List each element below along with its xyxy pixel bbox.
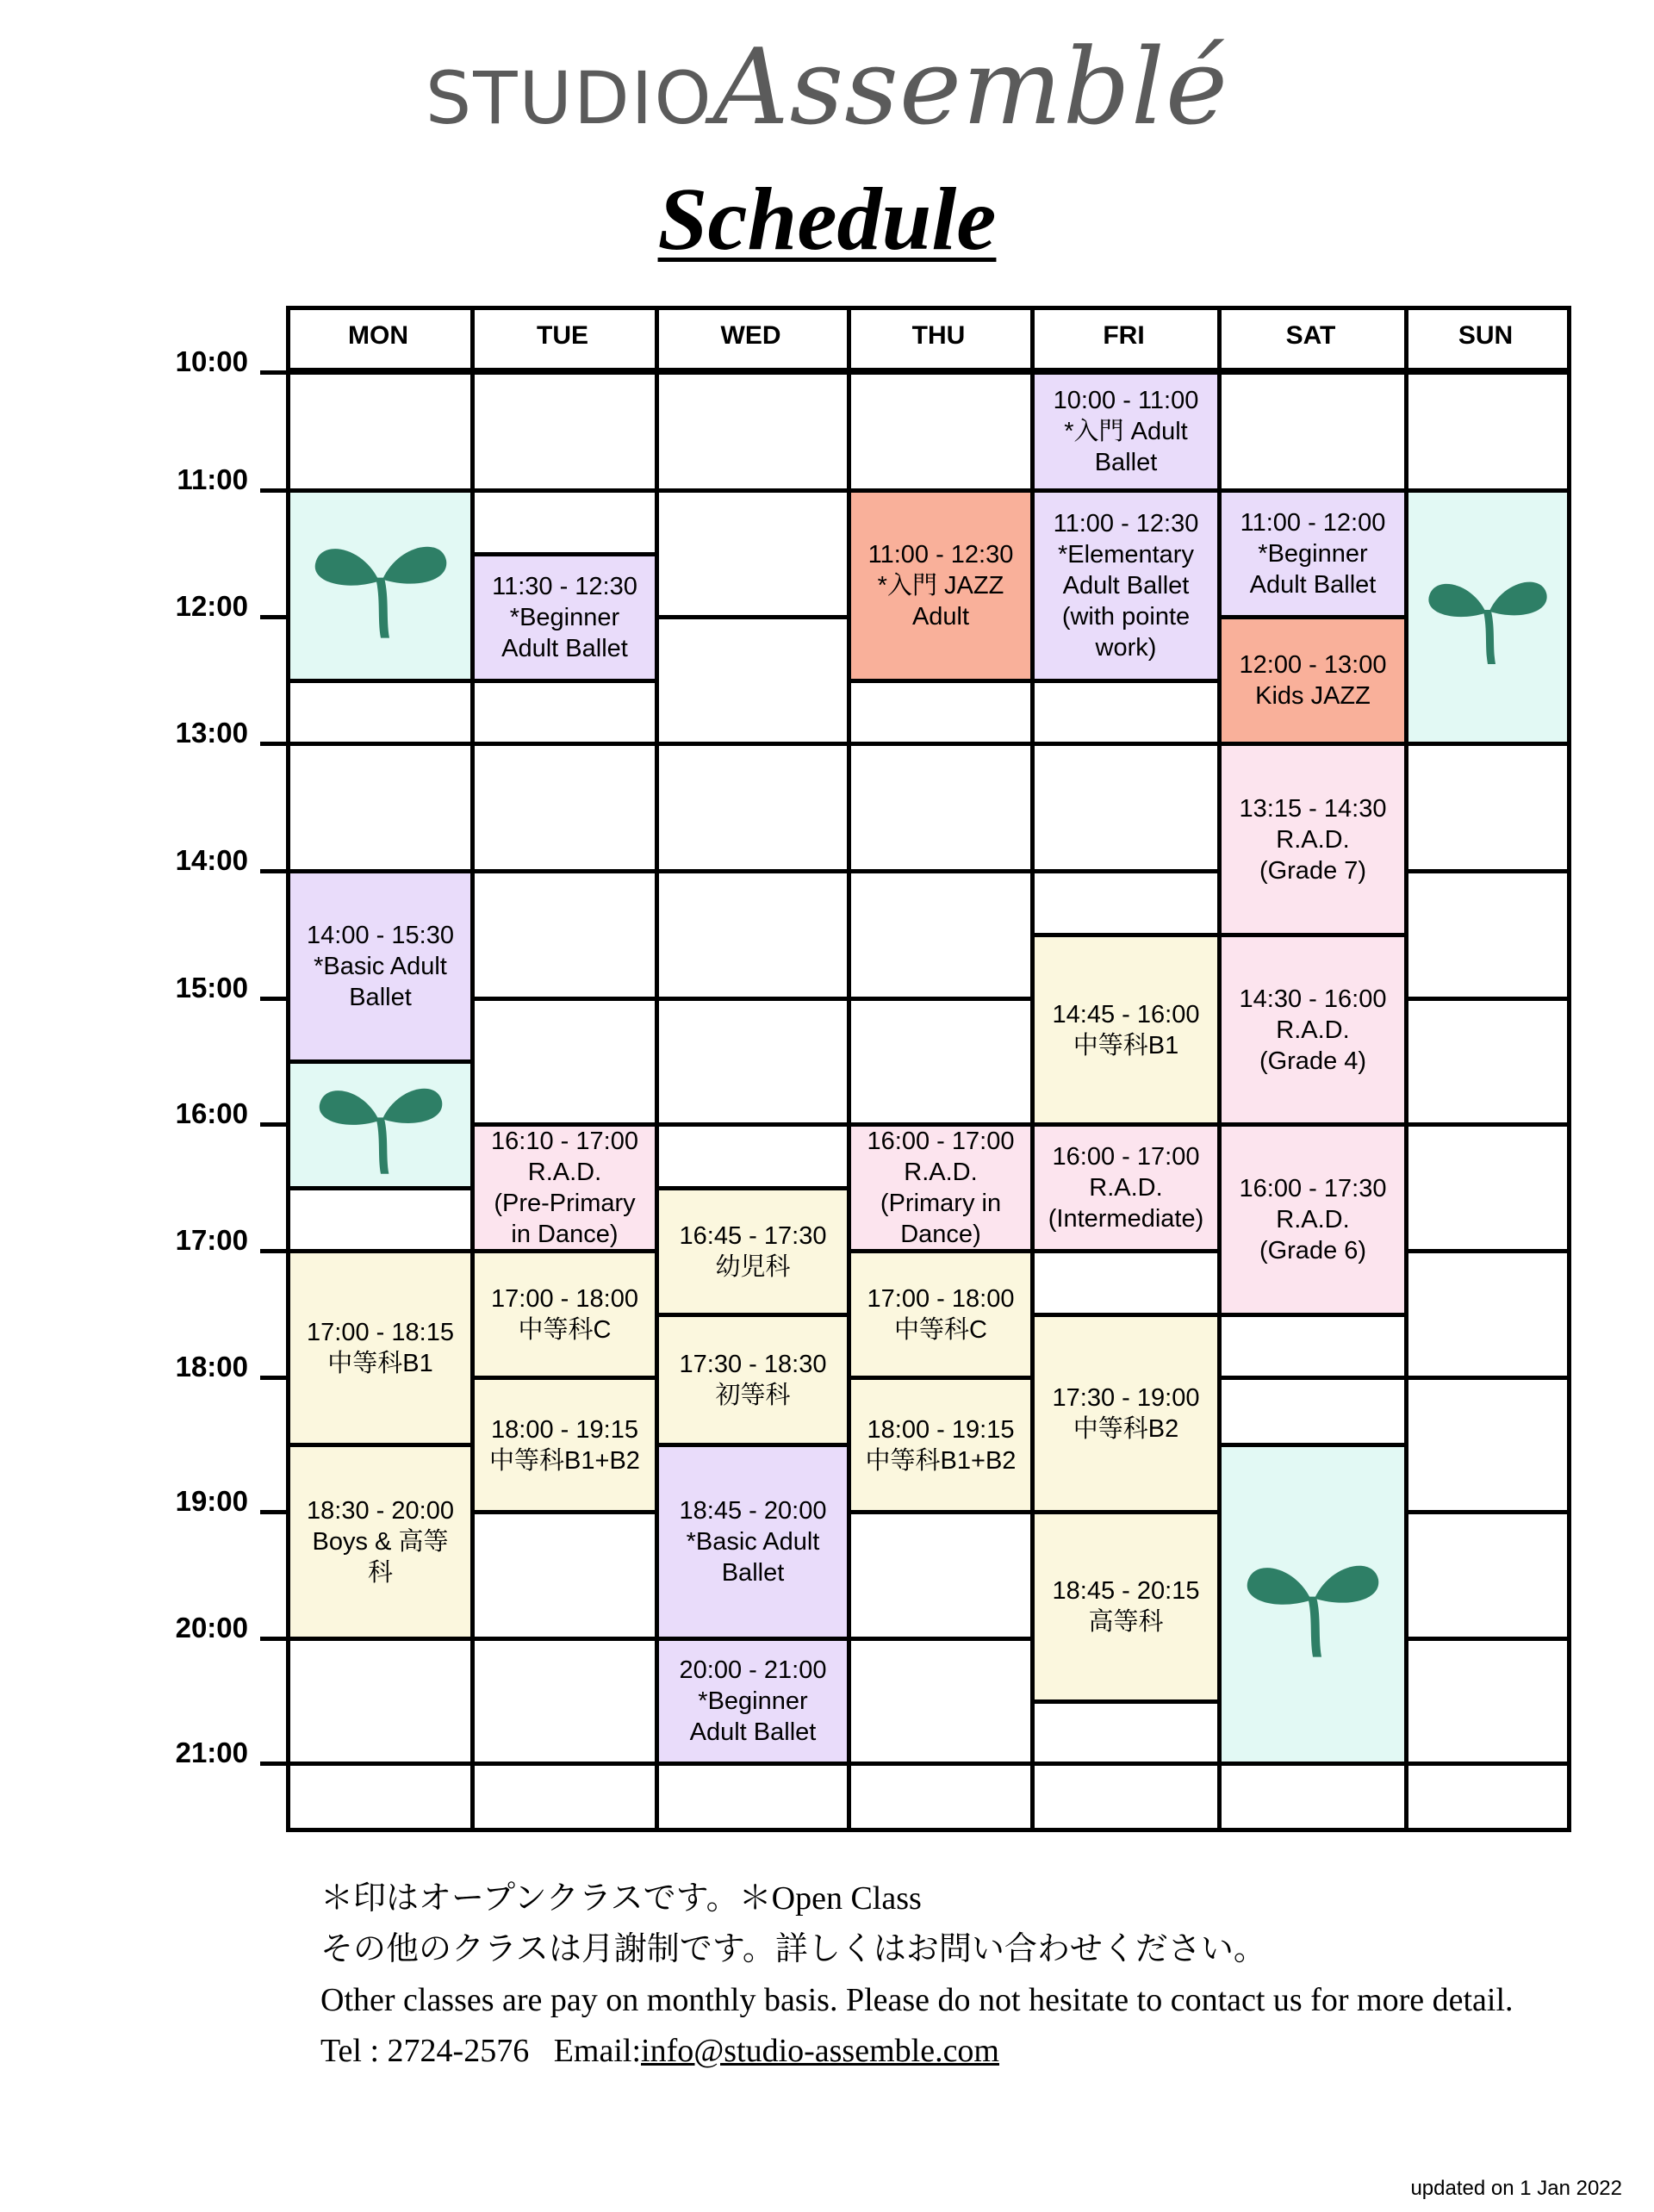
time-tick (260, 1249, 288, 1253)
class-block[interactable] (1035, 375, 1217, 488)
class-block[interactable] (1035, 1514, 1217, 1699)
grid-row-line (286, 1637, 475, 1641)
class-label: 16:00 - 17:00 R.A.D. (Intermediate) (1048, 1143, 1204, 1233)
grid-row-line (470, 869, 659, 873)
grid-row-line (1404, 1376, 1571, 1380)
free-slot (1222, 1447, 1404, 1762)
grid-row-line (655, 997, 851, 1001)
day-header-sat: SAT (1285, 321, 1336, 350)
class-label: 17:00 - 18:00 中等科C (867, 1285, 1015, 1344)
grid-row-line (1404, 488, 1571, 493)
grid-row-line (470, 1122, 659, 1127)
class-label: 17:00 - 18:15 中等科B1 (307, 1319, 454, 1377)
grid-row-line (1030, 1122, 1222, 1127)
grid-row-line (470, 1510, 659, 1514)
grid-row-line (1217, 742, 1408, 746)
time-tick (260, 1122, 288, 1127)
class-label: 13:15 - 14:30 R.A.D. (Grade 7) (1239, 794, 1387, 885)
sprout-icon (312, 529, 450, 642)
class-label: 18:45 - 20:15 高等科 (1052, 1577, 1200, 1637)
note-open-class: ＊印はオープンクラスです。＊Open Class (320, 1880, 922, 1917)
class-label: 17:00 - 18:00 中等科C (491, 1285, 638, 1344)
grid-row-line (286, 1762, 475, 1766)
class-label: 17:30 - 18:30 初等科 (679, 1350, 827, 1409)
grid-column-line (1567, 306, 1571, 1832)
grid-bottom-border (286, 1828, 1571, 1832)
time-tick (260, 742, 288, 746)
note-monthly-en: Other classes are pay on monthly basis. Please do not hesitate to contact us for more detail. (320, 1982, 1514, 2018)
grid-row-line (1404, 1637, 1571, 1641)
contact-email-link[interactable]: info@studio-assemble.com (641, 2033, 999, 2069)
class-block[interactable] (851, 1127, 1030, 1249)
grid-column-line (286, 306, 290, 1832)
class-block[interactable] (851, 1380, 1030, 1510)
time-label: 13:00 (175, 717, 248, 749)
class-label: 14:45 - 16:00 中等科B1 (1052, 1000, 1200, 1059)
grid-row-line (1217, 1443, 1408, 1447)
class-label: 20:00 - 21:00 *Beginner Adult Ballet (679, 1656, 827, 1746)
grid-row-line (847, 997, 1035, 1001)
grid-row-line (286, 1186, 475, 1190)
grid-row-line (470, 370, 659, 375)
grid-row-line (655, 1122, 851, 1127)
grid-row-line (1404, 869, 1571, 873)
class-label: 11:00 - 12:30 *入門 JAZZ Adult (867, 540, 1014, 631)
grid-row-line (470, 488, 659, 493)
class-block[interactable] (1222, 493, 1404, 615)
grid-row-line (1030, 869, 1222, 873)
grid-row-line (1404, 742, 1571, 746)
sprout-icon (312, 1072, 450, 1177)
class-block[interactable] (1222, 937, 1404, 1122)
grid-row-line (655, 1186, 851, 1190)
class-label: 17:30 - 19:00 中等科B2 (1052, 1383, 1200, 1443)
grid-row-line (286, 869, 475, 873)
grid-row-line (286, 1443, 475, 1447)
time-label: 15:00 (175, 972, 248, 1003)
class-block[interactable] (851, 493, 1030, 679)
time-label: 18:00 (175, 1351, 248, 1382)
grid-row-line (1030, 1249, 1222, 1253)
grid-row-line (470, 742, 659, 746)
time-label: 12:00 (175, 590, 248, 622)
time-label: 16:00 (175, 1097, 248, 1129)
day-header-fri: FRI (1103, 321, 1145, 350)
logo-studio-text: STUDIO (425, 56, 713, 140)
class-label: 11:00 - 12:30 *Elementary Adult Ballet (with pointe work) (1053, 509, 1199, 662)
class-block[interactable] (1035, 493, 1217, 679)
grid-row-line (1404, 1122, 1571, 1127)
note-monthly-jp: その他のクラスは月謝制です。詳しくはお問い合わせください。 (320, 1931, 1266, 1967)
grid-row-line (1404, 1510, 1571, 1514)
class-block[interactable] (659, 1641, 847, 1762)
grid-row-line (1217, 1762, 1408, 1766)
class-block[interactable] (659, 1190, 847, 1313)
grid-row-line (1217, 488, 1408, 493)
grid-row-line (847, 869, 1035, 873)
class-label: 18:00 - 19:15 中等科B1+B2 (489, 1415, 640, 1475)
grid-row-line (847, 742, 1035, 746)
grid-row-line (1217, 933, 1408, 937)
footer-notes (320, 1873, 1514, 2077)
grid-row-line (847, 679, 1035, 683)
class-label: 18:45 - 20:00 *Basic Adult Ballet (679, 1497, 827, 1587)
grid-row-line (655, 488, 851, 493)
free-slot (1408, 493, 1567, 742)
grid-row-line (847, 370, 1035, 375)
grid-row-line (1030, 1699, 1222, 1704)
grid-row-line (470, 1376, 659, 1380)
grid-row-line (1030, 1510, 1222, 1514)
time-tick (260, 370, 288, 375)
grid-row-line (286, 488, 475, 493)
grid-row-line (847, 1122, 1035, 1127)
class-block[interactable] (659, 1447, 847, 1637)
grid-row-line (847, 1510, 1035, 1514)
time-label: 10:00 (175, 345, 248, 377)
grid-row-line (1030, 488, 1222, 493)
class-block[interactable] (475, 1253, 655, 1376)
grid-column-line (655, 306, 659, 1832)
page-title-text: Schedule (657, 170, 997, 269)
grid-row-line (1030, 1762, 1222, 1766)
grid-row-line (1217, 1122, 1408, 1127)
class-block[interactable] (851, 1253, 1030, 1376)
grid-row-line (1404, 1762, 1571, 1766)
grid-row-line (1030, 933, 1222, 937)
grid-row-line (1404, 1249, 1571, 1253)
grid-row-line (470, 997, 659, 1001)
grid-row-line (470, 1637, 659, 1641)
class-block[interactable] (659, 1317, 847, 1444)
time-label: 17:00 (175, 1224, 248, 1256)
grid-row-line (655, 1313, 851, 1317)
class-label: 16:00 - 17:00 R.A.D. (Primary in Dance) (867, 1128, 1015, 1248)
time-label: 14:00 (175, 844, 248, 876)
day-header-wed: WED (720, 321, 781, 350)
time-tick (260, 1510, 288, 1514)
grid-row-line (286, 1249, 475, 1253)
grid-row-line (1030, 370, 1222, 375)
contact-tel: Tel : 2724-2576 (320, 2033, 530, 2069)
day-header-tue: TUE (537, 321, 588, 350)
time-tick (260, 1376, 288, 1380)
time-label: 11:00 (177, 463, 248, 495)
class-label: 16:10 - 17:00 R.A.D. (Pre-Primary in Dance) (491, 1128, 638, 1248)
grid-row-line (655, 1762, 851, 1766)
grid-row-line (470, 1762, 659, 1766)
class-label: 14:30 - 16:00 R.A.D. (Grade 4) (1239, 985, 1387, 1075)
time-tick (260, 869, 288, 873)
class-label: 10:00 - 11:00 *入門 Adult Ballet (1053, 387, 1199, 476)
class-block[interactable] (1035, 937, 1217, 1122)
time-tick (260, 615, 288, 619)
contact-email-label: Email: (553, 2033, 642, 2069)
grid-row-line (286, 742, 475, 746)
grid-row-line (1030, 742, 1222, 746)
class-block[interactable] (475, 556, 655, 679)
time-label: 19:00 (175, 1485, 248, 1517)
grid-row-line (847, 1376, 1035, 1380)
class-block[interactable] (290, 873, 470, 1059)
grid-row-line (1404, 370, 1571, 375)
grid-row-line (847, 488, 1035, 493)
grid-row-line (286, 679, 475, 683)
grid-row-line (470, 1249, 659, 1253)
time-label: 21:00 (175, 1737, 248, 1768)
grid-row-line (1217, 1376, 1408, 1380)
sprout-icon (1426, 566, 1550, 668)
grid-column-line (847, 306, 851, 1832)
grid-row-line (655, 370, 851, 375)
grid-row-line (1030, 679, 1222, 683)
free-slot (290, 493, 470, 679)
class-label: 18:00 - 19:15 中等科B1+B2 (865, 1415, 1017, 1475)
grid-row-line (286, 370, 475, 375)
grid-row-line (847, 1762, 1035, 1766)
grid-row-line (1217, 1313, 1408, 1317)
grid-row-line (655, 1637, 851, 1641)
class-label: 16:45 - 17:30 幼児科 (679, 1221, 827, 1281)
day-header-sun: SUN (1458, 321, 1514, 350)
time-tick (260, 488, 288, 493)
grid-row-line (655, 1443, 851, 1447)
grid-row-line (470, 552, 659, 556)
grid-row-line (470, 679, 659, 683)
class-block[interactable] (290, 1253, 470, 1443)
day-header-mon: MON (348, 321, 408, 350)
class-block[interactable] (1222, 746, 1404, 933)
grid-row-line (847, 1637, 1035, 1641)
grid-row-line (1030, 1313, 1222, 1317)
grid-row-line (847, 1249, 1035, 1253)
class-block[interactable] (475, 1380, 655, 1510)
time-tick (260, 997, 288, 1001)
class-block[interactable] (290, 1447, 470, 1637)
class-label: 11:30 - 12:30 *Beginner Adult Ballet (492, 572, 637, 662)
time-tick (260, 1762, 288, 1766)
class-label: 16:00 - 17:30 R.A.D. (Grade 6) (1239, 1174, 1387, 1264)
class-label: 12:00 - 13:00 Kids JAZZ (1239, 651, 1387, 710)
updated-date: updated on 1 Jan 2022 (1410, 2177, 1622, 2200)
logo-assemble-text: Assemblé (712, 26, 1229, 148)
grid-row-line (655, 742, 851, 746)
grid-column-line (1404, 306, 1408, 1832)
class-block[interactable] (1222, 619, 1404, 742)
grid-column-line (1030, 306, 1035, 1832)
class-block[interactable] (475, 1127, 655, 1249)
grid-row-line (1217, 615, 1408, 619)
time-tick (260, 1637, 288, 1641)
day-header-thu: THU (911, 321, 966, 350)
grid-row-line (655, 615, 851, 619)
grid-row-line (1404, 997, 1571, 1001)
time-label: 20:00 (175, 1612, 248, 1643)
sprout-icon (1244, 1548, 1382, 1661)
grid-row-line (655, 869, 851, 873)
grid-row-line (286, 1059, 475, 1064)
grid-column-line (1217, 306, 1222, 1832)
class-label: 14:00 - 15:30 *Basic Adult Ballet (307, 922, 454, 1011)
class-label: 18:30 - 20:00 Boys & 高等 科 (307, 1497, 454, 1587)
class-block[interactable] (1035, 1317, 1217, 1511)
grid-row-line (1217, 370, 1408, 375)
class-block[interactable] (1222, 1127, 1404, 1313)
free-slot (290, 1064, 470, 1186)
contact-line (320, 2026, 1514, 2077)
class-label: 11:00 - 12:00 *Beginner Adult Ballet (1240, 509, 1386, 599)
grid-column-line (470, 306, 475, 1832)
class-block[interactable] (1035, 1127, 1217, 1249)
